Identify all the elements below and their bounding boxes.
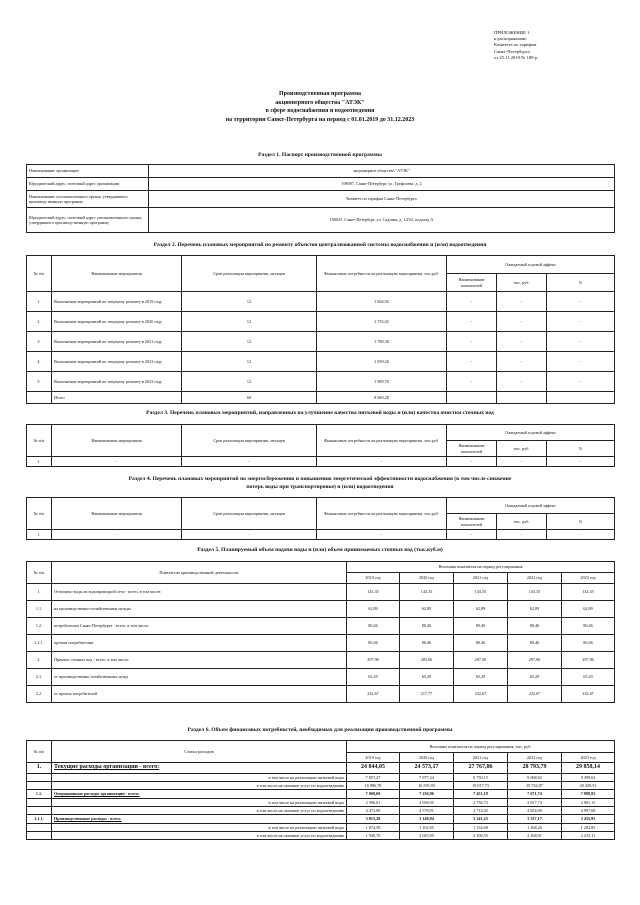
- volume-table: [26, 561, 615, 703]
- section-1-title: Раздел 1. Паспорт производственной программы: [258, 152, 382, 158]
- table-header-row: № п/п Статьи расходов Величина показателя на период регулирования, тыс. руб.: [27, 741, 615, 753]
- table-total-row: Итого 60 8 849,28: [27, 392, 615, 404]
- energy-plan-table: [26, 497, 615, 540]
- section-3-title: Раздел 3. Перечень плановых мероприятий, направленных на улучшение качества питьевой воды и (или) качества очистки сточных вод: [146, 410, 494, 416]
- table-row: 2. Принято сточных вод - всего, в том числе: 297,96 283,06 297,90 297,96 297,96: [27, 652, 615, 669]
- table-header-row: № п/п Наименование мероприятия Срок реализации мероприятия, месяцев Финансовые потребности на реализацию мероприятия, тыс.руб. Ожидаемый годовой эффект: [27, 498, 615, 514]
- table-header-row: 2019 год 2020 год 2021 год 2022 год 2023 год: [27, 573, 615, 584]
- table-row: 1.1. Операционные расходы организации - всего: 7 069,69 7 236,96 7 451,18 7 671,74 7 898,83: [27, 790, 615, 799]
- table-header-row: Наименование показателей тыс. руб. %: [27, 514, 615, 530]
- quality-plan-table: [26, 424, 615, 467]
- section-2-title: Раздел 2. Перечень плановых мероприятий по ремонту объектов централизованной системы водоснабжения и (или) водоотведения: [153, 242, 487, 248]
- table-header-row: № п/п Наименование мероприятия Срок реализации мероприятия, месяцев Финансовые потребности на реализацию мероприятия, тыс.руб. Ожидаемый годовой эффект: [27, 256, 615, 274]
- document-title: Производственная программа акционерного общества "АТЭК" в сфере водоснабжения и водоотведения на территории Санкт-Петербурга на период с 01.01.2019 до 31.12.2023: [225, 91, 415, 123]
- table-row: 1. Выполнение мероприятий по текущему ремонту в 2019 году 12 1 604,92 - - -: [27, 292, 615, 312]
- table-row: Юридический адрес, почтовый адрес уполномоченного органа, утвердившего производственную программу 190025, Санкт-Петербург, ул. Садовая, д. 14/52, подъезд А: [27, 208, 615, 233]
- table-row: 1. Текущие расходы организации - всего: 24 844,05 24 573,17 27 767,86 28 793,79 29 858,14: [27, 763, 615, 774]
- table-row: в том числе на оказание услуг по водоотведению 4 473,08 4 578,91 4 714,45 4 854,00 4 997,68: [27, 807, 615, 815]
- table-row: Наименование организации акционерное общество "АТЭК": [27, 165, 615, 178]
- table-row: 5. Выполнение мероприятий по текущему ремонту в 2023 году 12 1 889,70 - - -: [27, 372, 615, 392]
- table-header-row: 2019 год 2020 год 2021 год 2022 год 2023 год: [27, 753, 615, 763]
- table-row: в том числе на реализацию питьевой воды 7 857,27 7 977,24 8 750,15 9 068,92 9 399,63: [27, 774, 615, 782]
- table-row: в том числе на реализацию питьевой воды 1 074,58 1 102,05 1 134,68 1 168,26 1 202,85: [27, 824, 615, 832]
- table-row: в том числе на оказание услуг по водоотведению 16 986,78 16 595,93 19 017,73 19 724,87 20 458,51: [27, 782, 615, 790]
- section-4-title: Раздел 4. Перечень плановых мероприятий по энергосбережению и повышению энергетической эффективности водоснабжения (в том числе снижение потерь воды при транспортировке) и (или) водоотведения: [128, 476, 512, 490]
- table-row: 1.2. потребителям Санкт-Петербурга - всего, в том числе: 80,46 80,46 80,46 80,46 80,46: [27, 618, 615, 635]
- passport-table: [26, 164, 615, 233]
- attachment-note: ПРИЛОЖЕНИЕ 1 к распоряжению Комитета по тарифам Санкт-Петербурга от 25.11.2019 № 189-р: [494, 30, 538, 60]
- table-header-row: Наименование показателей тыс. руб. %: [27, 274, 615, 292]
- section-6-title: Раздел 6. Объем финансовых потребностей, необходимых для реализации производственной программы: [187, 727, 453, 733]
- table-row: 1. - - - - - -: [27, 457, 615, 467]
- table-header-row: № п/п Наименование мероприятия Срок реализации мероприятия, месяцев Финансовые потребности на реализацию мероприятия, тыс.руб. Ожидаемый годовой эффект: [27, 425, 615, 441]
- table-row: 3. Выполнение мероприятий по текущему ремонту в 2021 году 12 1 780,38 - - -: [27, 332, 615, 352]
- table-row: 1.2.1. прочим потребителям 80,46 80,46 80,46 80,46 80,46: [27, 635, 615, 652]
- table-row: Юридический адрес, почтовый адрес организации 198097, Санкт-Петербург, ул. Трефолева, д. 2: [27, 178, 615, 191]
- table-row: 1.1. на производственно-хозяйственные нужды 62,89 62,89 62,89 62,89 62,89: [27, 601, 615, 618]
- table-row: 1. - - - - - -: [27, 530, 615, 540]
- table-row: 1.1.1. Производственные расходы - всего: 3 015,28 3 148,04 3 241,23 3 337,17 3 435,95: [27, 815, 615, 824]
- section-5-title: Раздел 5. Планируемый объем подачи воды и (или) объем принимаемых сточных вод (тыс.куб.м): [197, 547, 443, 553]
- table-row: в том числе на реализацию питьевой воды 2 596,61 2 658,05 2 736,73 2 817,74 2 901,15: [27, 799, 615, 807]
- table-header-row: № п/п Показатели производственной деятельности Величина показателя на период регулирования: [27, 562, 615, 573]
- table-header-row: Наименование показателей тыс. руб. %: [27, 441, 615, 457]
- table-row: 2. Выполнение мероприятий по текущему ремонту в 2020 году 12 1 735,02 - - -: [27, 312, 615, 332]
- table-row: Наименование уполномоченного органа, утвердившего производственную программу Комитет по тарифам Санкт-Петербурга: [27, 191, 615, 208]
- table-row: 2.1. от производственно-хозяйственных нужд 65,29 65,29 65,29 65,29 65,29: [27, 669, 615, 686]
- table-row: в том числе на оказание услуг по водоотведению 1 940,70 2 045,99 2 106,55 2 168,91 2 233,11: [27, 832, 615, 840]
- table-row: 2.2. от прочих потребителей 232,67 217,77 232,67 232,67 232,67: [27, 686, 615, 703]
- repair-plan-table: [26, 255, 615, 404]
- finance-table: [26, 740, 615, 840]
- table-row: 4. Выполнение мероприятий по текущему ремонту в 2022 году 12 1 839,26 - - -: [27, 352, 615, 372]
- table-row: 1. Отпущено воды из водопроводной сети - всего, в том числе: 143,35 143,35 143,35 143,35 143,35: [27, 584, 615, 601]
